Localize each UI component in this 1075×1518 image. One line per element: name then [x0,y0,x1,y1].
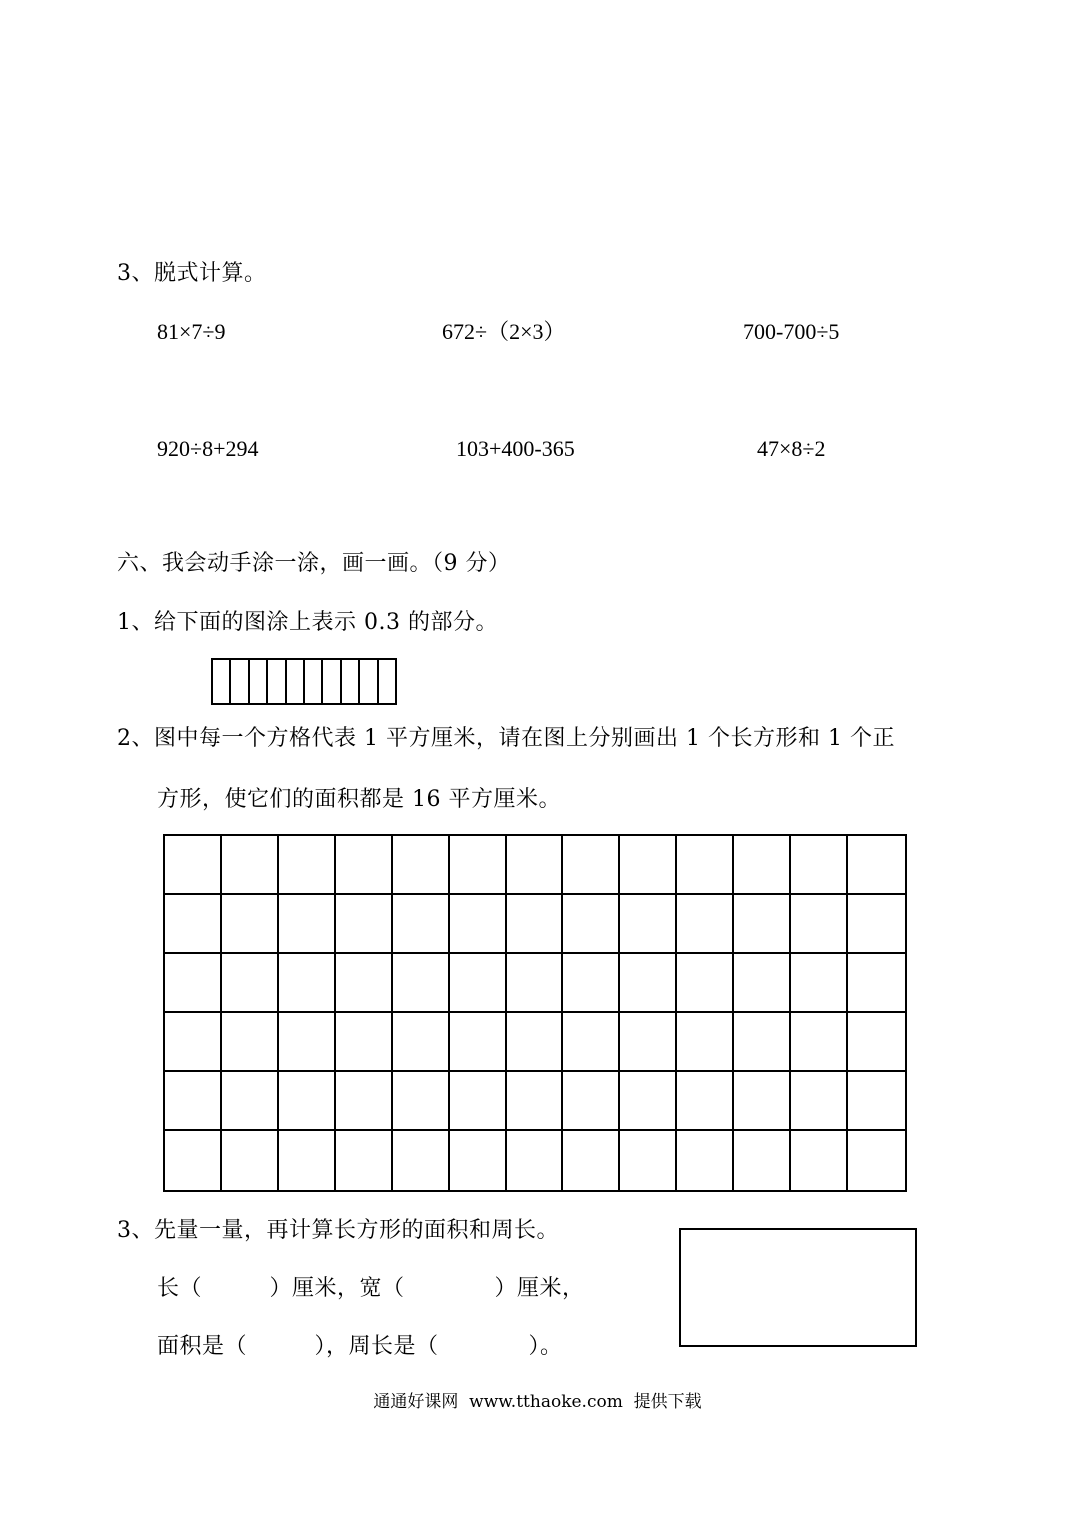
strip-cell[interactable] [305,660,323,703]
grid-square[interactable] [222,1072,279,1131]
grid-square[interactable] [677,836,734,895]
grid-square[interactable] [848,954,905,1013]
grid-square[interactable] [734,1072,791,1131]
grid-square[interactable] [393,836,450,895]
question-3-length-width-line[interactable]: 长（ ）厘米，宽（ ）厘米， [157,1276,585,1301]
grid-square[interactable] [279,895,336,954]
grid-square[interactable] [791,954,848,1013]
grid-square[interactable] [677,1072,734,1131]
strip-cell[interactable] [213,660,231,703]
grid-square[interactable] [336,954,393,1013]
strip-cell[interactable] [231,660,249,703]
strip-cell[interactable] [323,660,341,703]
grid-square[interactable] [507,1072,564,1131]
strip-cell[interactable] [250,660,268,703]
grid-square[interactable] [222,1131,279,1190]
grid-square[interactable] [848,1072,905,1131]
grid-square[interactable] [620,1131,677,1190]
grid-square[interactable] [507,954,564,1013]
grid-square[interactable] [336,895,393,954]
grid-square[interactable] [393,954,450,1013]
section-6-heading: 六、我会动手涂一涂，画一画。（9 分） [117,551,511,576]
grid-square[interactable] [563,954,620,1013]
grid-square[interactable] [677,954,734,1013]
grid-square[interactable] [165,1131,222,1190]
grid-square[interactable] [450,1072,507,1131]
strip-cell[interactable] [360,660,378,703]
grid-square[interactable] [620,1072,677,1131]
grid-square[interactable] [791,1131,848,1190]
grid-square[interactable] [450,1013,507,1072]
grid-square[interactable] [393,1013,450,1072]
grid-square[interactable] [734,1013,791,1072]
grid-square[interactable] [450,1131,507,1190]
grid-square[interactable] [450,954,507,1013]
grid-square[interactable] [734,1131,791,1190]
grid-square[interactable] [279,1072,336,1131]
grid-square[interactable] [620,895,677,954]
expression-2: 672÷（2×3） [442,319,566,344]
question-3-text-line-1: 3、先量一量，再计算长方形的面积和周长。 [117,1218,559,1243]
grid-square[interactable] [393,1131,450,1190]
grid-square[interactable] [848,1131,905,1190]
grid-square[interactable] [620,954,677,1013]
grid-square[interactable] [848,895,905,954]
grid-square[interactable] [222,836,279,895]
grid-square[interactable] [507,836,564,895]
strip-cell[interactable] [268,660,286,703]
grid-square[interactable] [279,836,336,895]
grid-square[interactable] [677,895,734,954]
grid-square[interactable] [677,1013,734,1072]
grid-square[interactable] [393,1072,450,1131]
grid-square[interactable] [222,1013,279,1072]
grid-square[interactable] [336,836,393,895]
footer-credit: 通通好课网 www.tthaoke.com 提供下载 [373,1392,702,1412]
grid-square[interactable] [336,1072,393,1131]
grid-square[interactable] [450,895,507,954]
rectangle-figure [679,1228,917,1347]
grid-square[interactable] [563,836,620,895]
strip-cell[interactable] [287,660,305,703]
grid-square[interactable] [165,954,222,1013]
grid-square[interactable] [507,895,564,954]
grid-square[interactable] [848,1013,905,1072]
grid-square[interactable] [734,954,791,1013]
grid-square[interactable] [563,1131,620,1190]
grid-square[interactable] [620,1013,677,1072]
grid-square[interactable] [620,836,677,895]
square-grid-figure[interactable] [163,834,907,1192]
expression-3: 700-700÷5 [743,319,840,344]
grid-square[interactable] [563,1013,620,1072]
question-2-text-line-1: 2、图中每一个方格代表 1 平方厘米，请在图上分别画出 1 个长方形和 1 个正 [117,726,895,751]
grid-square[interactable] [563,1072,620,1131]
question-1-text: 1、给下面的图涂上表示 0.3 的部分。 [117,610,498,635]
grid-square[interactable] [393,895,450,954]
question-2-text-line-2: 方形，使它们的面积都是 16 平方厘米。 [157,787,561,812]
grid-square[interactable] [165,1072,222,1131]
grid-square[interactable] [222,954,279,1013]
grid-square[interactable] [791,1013,848,1072]
grid-square[interactable] [791,836,848,895]
grid-square[interactable] [734,836,791,895]
grid-square[interactable] [791,895,848,954]
grid-square[interactable] [734,895,791,954]
strip-cell[interactable] [342,660,360,703]
grid-square[interactable] [165,895,222,954]
strip-cell[interactable] [379,660,395,703]
grid-square[interactable] [279,1013,336,1072]
decimal-strip-figure[interactable] [211,658,397,705]
grid-square[interactable] [848,836,905,895]
expression-5: 103+400-365 [456,436,575,461]
section-3-heading: 3、脱式计算。 [117,261,267,286]
grid-square[interactable] [450,836,507,895]
grid-square[interactable] [507,1013,564,1072]
grid-square[interactable] [336,1131,393,1190]
expression-6: 47×8÷2 [757,436,826,461]
expression-4: 920÷8+294 [157,436,259,461]
expression-1: 81×7÷9 [157,319,226,344]
question-3-area-perimeter-line[interactable]: 面积是（ ），周长是（ ）。 [157,1334,563,1359]
grid-square[interactable] [507,1131,564,1190]
grid-square[interactable] [791,1072,848,1131]
grid-square[interactable] [165,836,222,895]
grid-square[interactable] [222,895,279,954]
grid-square[interactable] [336,1013,393,1072]
grid-square[interactable] [563,895,620,954]
grid-square[interactable] [165,1013,222,1072]
grid-square[interactable] [279,1131,336,1190]
grid-square[interactable] [279,954,336,1013]
grid-square[interactable] [677,1131,734,1190]
